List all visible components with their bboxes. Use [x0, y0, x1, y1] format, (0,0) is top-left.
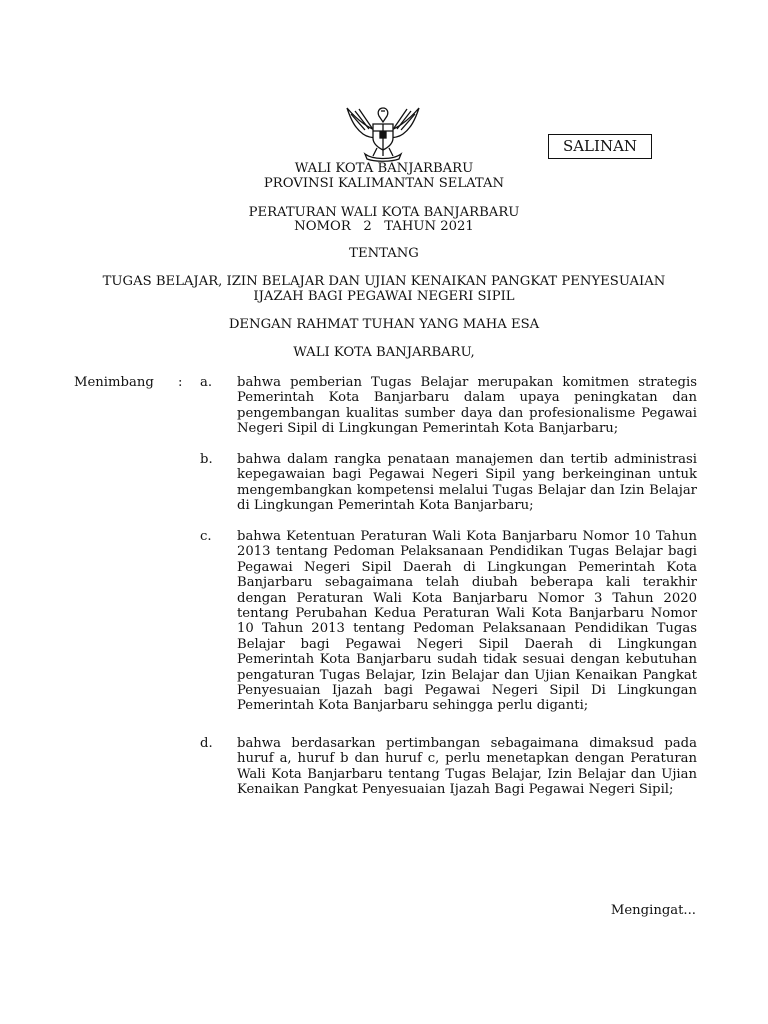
regulation-title: PERATURAN WALI KOTA BANJARBARU [248, 205, 520, 220]
item-letter: a. [200, 375, 213, 390]
issuer-title: WALI KOTA BANJARBARU [294, 161, 474, 176]
next-page-indicator: Mengingat... [610, 903, 696, 918]
considering-label: Menimbang [74, 375, 154, 390]
about-heading: TENTANG [349, 246, 419, 261]
item-text: bahwa dalam rangka penataan manajemen dan tertib administrasi kepegawaian bagi Pegawai Negeri Sipil yang berkeinginan untuk mengembangkan kompetensi melalui Tugas Belajar dan Izin Belajar di Lingkungan Pemerintah Kota Banjarbaru; [237, 452, 697, 514]
item-letter: c. [200, 529, 212, 544]
enactor-line: WALI KOTA BANJARBARU, [293, 345, 475, 360]
item-text: bahwa pemberian Tugas Belajar merupakan komitmen strategis Pemerintah Kota Banjarbaru dalam upaya peningkatan dan pengembangan kualitas sumber daya dan profesionalisme Pegawai Negeri Sipil di Lingkungan Pemerintah Kota Banjarbaru; [237, 375, 697, 437]
considering-colon: : [178, 375, 183, 390]
regulation-number: NOMOR 2 TAHUN 2021 [294, 219, 474, 234]
item-text: bahwa berdasarkan pertimbangan sebagaimana dimaksud pada huruf a, huruf b dan huruf c, perlu menetapkan dengan Peraturan Wali Kota Banjarbaru tentang Tugas Belajar, Izin Belajar dan Ujian Kenaikan Pangkat Penyesuaian Ijazah Bagi Pegawai Negeri Sipil; [237, 736, 697, 798]
subject-line-2: IJAZAH BAGI PEGAWAI NEGERI SIPIL [253, 289, 515, 304]
subject-line-1: TUGAS BELAJAR, IZIN BELAJAR DAN UJIAN KENAIKAN PANGKAT PENYESUAIAN [102, 274, 666, 289]
item-text: bahwa Ketentuan Peraturan Wali Kota Banjarbaru Nomor 10 Tahun 2013 tentang Pedoman Pelaksanaan Pendidikan Tugas Belajar bagi Pegawai Negeri Sipil Daerah di Lingkungan Pemerintah Kota Banjarbaru sebagaimana telah diubah beberapa kali terakhir dengan Peraturan Wali Kota Banjarbaru Nomor 3 Tahun 2020 tentang Perubahan Kedua Peraturan Wali Kota Banjarbaru Nomor 10 Tahun 2013 tentang Pedoman Pelaksanaan Pendidikan Tugas Belajar bagi Pegawai Negeri Sipil Daerah di Lingkungan Pemerintah Kota Banjarbaru sudah tidak sesuai dengan kebutuhan pengaturan Tugas Belajar, Izin Belajar dan Ujian Kenaikan Pangkat Penyesuaian Ijazah bagi Pegawai Negeri Sipil Di Lingkungan Pemerintah Kota Banjarbaru sehingga perlu diganti; [237, 529, 697, 714]
item-letter: d. [200, 736, 213, 751]
copy-stamp: SALINAN [548, 134, 652, 159]
province-name: PROVINSI KALIMANTAN SELATAN [263, 176, 505, 191]
garuda-emblem [339, 102, 427, 162]
blessing-line: DENGAN RAHMAT TUHAN YANG MAHA ESA [228, 317, 540, 332]
item-letter: b. [200, 452, 213, 467]
